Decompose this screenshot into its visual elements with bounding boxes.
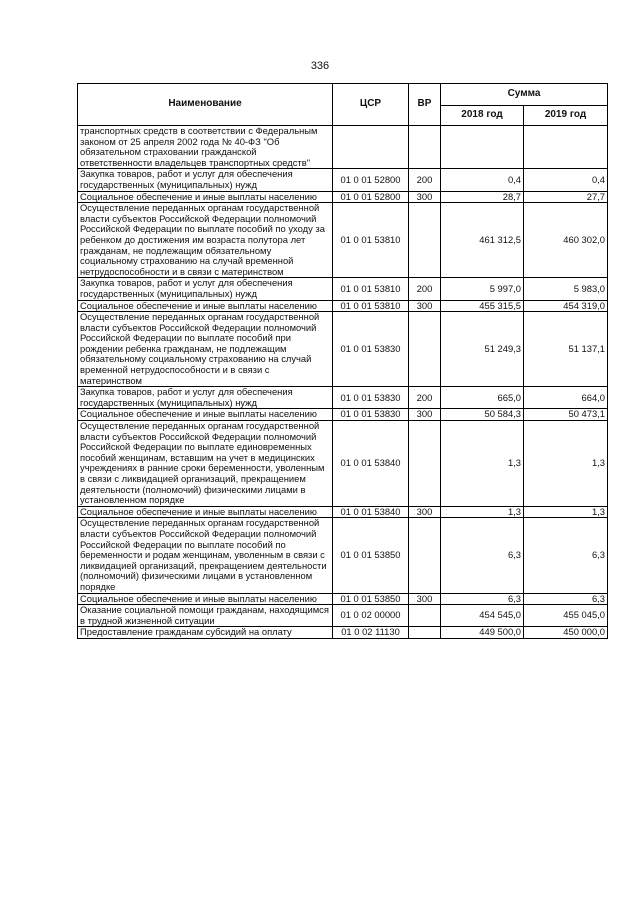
header-year-2019: 2019 год [524, 106, 608, 126]
cell-name: Закупка товаров, работ и услуг для обеспечения государственных (муниципальных) нужд [78, 387, 333, 409]
cell-vr: 300 [409, 409, 441, 421]
cell-2018: 1,3 [441, 506, 524, 518]
table-row [78, 518, 608, 593]
cell-vr [409, 518, 441, 593]
table-row [78, 593, 608, 605]
cell-2018: 6,3 [441, 593, 524, 605]
cell-csr: 01 0 01 52800 [333, 169, 409, 191]
cell-csr: 01 0 02 00000 [333, 605, 409, 627]
header-csr: ЦСР [333, 84, 409, 126]
table-row [78, 203, 608, 278]
cell-name: транспортных средств в соответствии с Федеральным законом от 25 апреля 2002 года № 40-ФЗ "Об обязательном страховании гражданской ответственности владельцев транспортных средств" [78, 126, 333, 169]
cell-name: Осуществление переданных органам государственной власти субъектов Российской Федерации полномочий Российской Федерации по выплате пособий по уходу за ребенком до достижения им возраста полутора лет гражданам, не подлежащим обязательному социальному страхованию на случай временной нетрудоспособности и в связи с материнством [78, 203, 333, 278]
cell-vr: 300 [409, 191, 441, 203]
cell-2019 [524, 126, 608, 169]
table-row [78, 605, 608, 627]
table-row [78, 312, 608, 387]
cell-2018: 5 997,0 [441, 278, 524, 300]
cell-csr: 01 0 01 52800 [333, 191, 409, 203]
cell-2018: 454 545,0 [441, 605, 524, 627]
cell-csr: 01 0 01 53810 [333, 278, 409, 300]
cell-2019: 50 473,1 [524, 409, 608, 421]
cell-csr: 01 0 01 53830 [333, 312, 409, 387]
cell-2019: 0,4 [524, 169, 608, 191]
cell-2018: 50 584,3 [441, 409, 524, 421]
cell-name: Социальное обеспечение и иные выплаты населению [78, 191, 333, 203]
cell-2018: 1,3 [441, 421, 524, 507]
cell-2018: 665,0 [441, 387, 524, 409]
cell-2018: 0,4 [441, 169, 524, 191]
header-year-2018: 2018 год [441, 106, 524, 126]
cell-csr: 01 0 01 53850 [333, 593, 409, 605]
cell-vr: 200 [409, 278, 441, 300]
table-row [78, 506, 608, 518]
cell-2018: 6,3 [441, 518, 524, 593]
cell-2019: 664,0 [524, 387, 608, 409]
table-row [78, 409, 608, 421]
cell-vr [409, 312, 441, 387]
cell-vr [409, 203, 441, 278]
cell-2019: 450 000,0 [524, 627, 608, 639]
cell-name: Социальное обеспечение и иные выплаты населению [78, 409, 333, 421]
cell-2019: 5 983,0 [524, 278, 608, 300]
cell-name: Социальное обеспечение и иные выплаты населению [78, 300, 333, 312]
cell-2018: 51 249,3 [441, 312, 524, 387]
cell-2018: 28,7 [441, 191, 524, 203]
cell-vr [409, 126, 441, 169]
cell-csr: 01 0 01 53830 [333, 387, 409, 409]
cell-name: Социальное обеспечение и иные выплаты населению [78, 506, 333, 518]
page-number: 336 [310, 60, 330, 72]
header-vr: ВР [409, 84, 441, 126]
cell-2018: 461 312,5 [441, 203, 524, 278]
cell-vr: 200 [409, 169, 441, 191]
table-body [78, 126, 608, 639]
cell-vr: 200 [409, 387, 441, 409]
table-row [78, 300, 608, 312]
cell-2019: 1,3 [524, 506, 608, 518]
cell-2019: 460 302,0 [524, 203, 608, 278]
table-row [78, 278, 608, 300]
cell-name: Оказание социальной помощи гражданам, находящимся в трудной жизненной ситуации [78, 605, 333, 627]
table-row [78, 421, 608, 507]
cell-2019: 27,7 [524, 191, 608, 203]
cell-csr: 01 0 01 53830 [333, 409, 409, 421]
table-row [78, 191, 608, 203]
cell-name: Закупка товаров, работ и услуг для обеспечения государственных (муниципальных) нужд [78, 278, 333, 300]
cell-2019: 6,3 [524, 518, 608, 593]
cell-csr: 01 0 02 11130 [333, 627, 409, 639]
cell-name: Осуществление переданных органам государственной власти субъектов Российской Федерации полномочий Российской Федерации по выплате единовременных пособий женщинам, вставшим на учет в медицинских учреждениях в ранние сроки беременности, уволенным в связи с ликвидацией организаций, прекращением деятельности (полномочий) физическими лицами в установленном порядке [78, 421, 333, 507]
table-row [78, 126, 608, 169]
table-row [78, 387, 608, 409]
cell-vr: 300 [409, 300, 441, 312]
cell-name: Социальное обеспечение и иные выплаты населению [78, 593, 333, 605]
header-sum: Сумма [441, 84, 608, 106]
cell-name: Предоставление гражданам субсидий на оплату [78, 627, 333, 639]
table-row [78, 627, 608, 639]
cell-name: Осуществление переданных органам государственной власти субъектов Российской Федерации полномочий Российской Федерации по выплате пособий по беременности и родам женщинам, уволенным в связи с ликвидацией организаций, прекращением деятельности (полномочий) физическими лицами в установленном порядке [78, 518, 333, 593]
cell-csr: 01 0 01 53840 [333, 421, 409, 507]
cell-csr: 01 0 01 53840 [333, 506, 409, 518]
cell-vr [409, 421, 441, 507]
cell-csr [333, 126, 409, 169]
cell-csr: 01 0 01 53810 [333, 203, 409, 278]
cell-2018: 455 315,5 [441, 300, 524, 312]
cell-2019: 51 137,1 [524, 312, 608, 387]
cell-2018: 449 500,0 [441, 627, 524, 639]
cell-2019: 6,3 [524, 593, 608, 605]
cell-2018 [441, 126, 524, 169]
cell-2019: 454 319,0 [524, 300, 608, 312]
cell-vr [409, 627, 441, 639]
cell-2019: 1,3 [524, 421, 608, 507]
cell-csr: 01 0 01 53850 [333, 518, 409, 593]
cell-name: Осуществление переданных органам государственной власти субъектов Российской Федерации полномочий Российской Федерации по выплате пособий при рождении ребенка гражданам, не подлежащим обязательному социальному страхованию на случай временной нетрудоспособности и в связи с материнством [78, 312, 333, 387]
cell-csr: 01 0 01 53810 [333, 300, 409, 312]
header-name: Наименование [78, 84, 333, 126]
cell-vr [409, 605, 441, 627]
cell-name: Закупка товаров, работ и услуг для обеспечения государственных (муниципальных) нужд [78, 169, 333, 191]
budget-table [77, 83, 608, 639]
cell-vr: 300 [409, 593, 441, 605]
cell-vr: 300 [409, 506, 441, 518]
cell-2019: 455 045,0 [524, 605, 608, 627]
table-row [78, 169, 608, 191]
